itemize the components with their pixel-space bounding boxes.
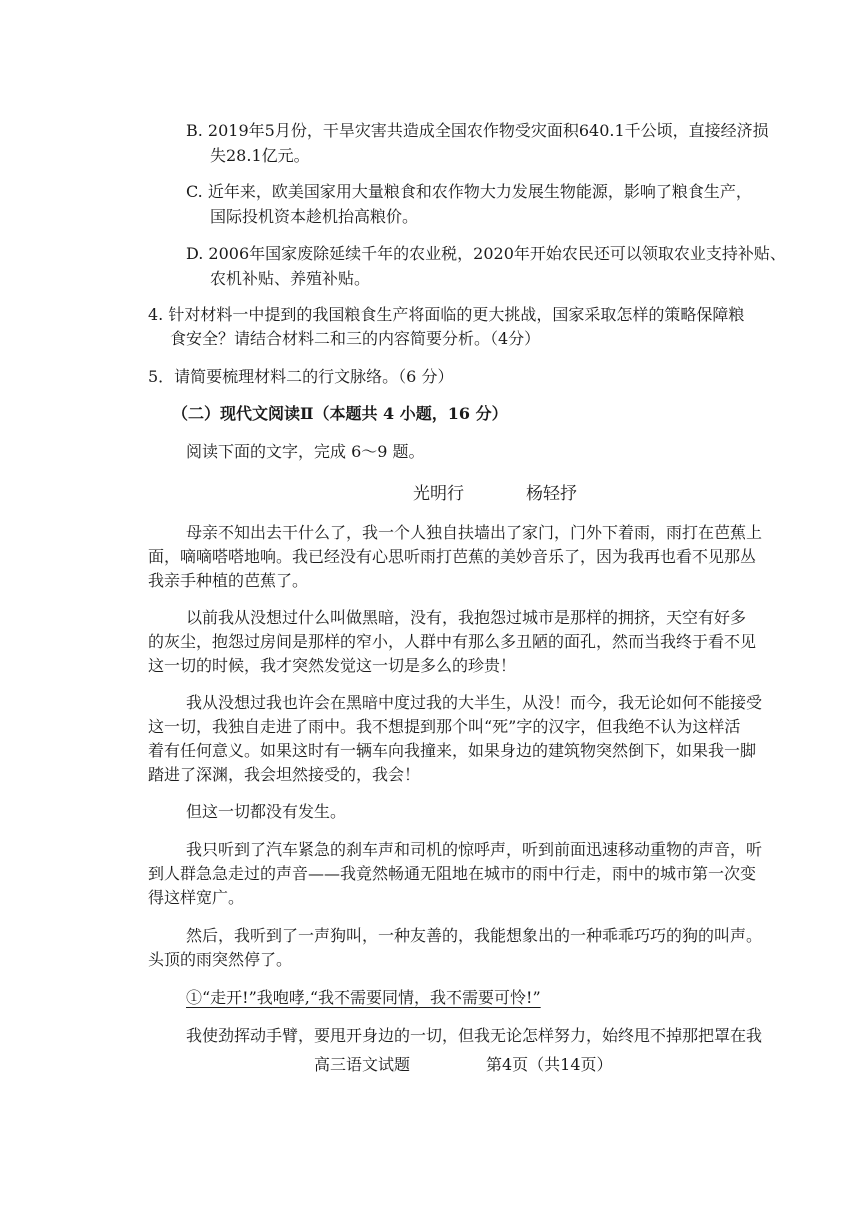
paragraph-1-line-1: 母亲不知出去干什么了，我一个人独自扶墙出了家门，门外下着雨，雨打在芭蕉上: [186, 523, 763, 542]
paragraph-5-line-1: 我只听到了汽车紧急的刹车声和司机的惊呼声，听到前面迅速移动重物的声音，听: [186, 840, 763, 859]
paragraph-2-line-1: 以前我从没想过什么叫做黑暗，没有，我抱怨过城市是那样的拥挤，天空有好多: [186, 608, 747, 627]
section-instruction: 阅读下面的文字，完成 6～9 题。: [186, 442, 425, 461]
option-b-line-2: 失28.1亿元。: [210, 146, 310, 165]
story-title: 光明行: [413, 484, 464, 504]
paragraph-3-line-2: 这一切，我独自走进了雨中。我不想提到那个叫“死”字的汉字，但我绝不认为这样活: [148, 717, 741, 736]
paragraph-5-line-2: 到人群急急走过的声音——我竟然畅通无阻地在城市的雨中行走，雨中的城市第一次变: [148, 864, 757, 883]
question-5: 5．请简要梳理材料二的行文脉络。（6 分）: [148, 367, 454, 386]
option-b-line-1: B. 2019年5月份，干旱灾害共造成全国农作物受灾面积640.1千公顷，直接经济损: [186, 121, 769, 140]
paragraph-7-underlined-sentence: ①“走开!”我咆哮,“我不需要同情，我不需要可怜!”: [186, 988, 541, 1007]
section-heading: （二）现代文阅读Ⅱ（本题共 4 小题，16 分）: [172, 404, 508, 423]
paragraph-5-line-3: 得这样宽广。: [148, 888, 245, 907]
paragraph-1-line-3: 我亲手种植的芭蕉了。: [148, 571, 309, 590]
option-c-line-1: C. 近年来，欧美国家用大量粮食和农作物大力发展生物能源，影响了粮食生产，: [186, 182, 752, 201]
option-c-line-2: 国际投机资本趁机抬高粮价。: [210, 207, 419, 226]
paragraph-2-line-2: 的灰尘，抱怨过房间是那样的窄小，人群中有那么多丑陋的面孔，然而当我终于看不见: [148, 632, 757, 651]
footer-subject: 高三语文试题: [314, 1055, 411, 1074]
footer-page-number: 第4页（共14页）: [486, 1055, 613, 1074]
option-d-line-1: D. 2006年国家废除延续千年的农业税，2020年开始农民还可以领取农业支持补贴、: [186, 244, 786, 263]
question-4-line-1: 4. 针对材料一中提到的我国粮食生产将面临的更大挑战，国家采取怎样的策略保障粮: [148, 305, 745, 324]
paragraph-6-line-2: 头顶的雨突然停了。: [148, 950, 293, 969]
paragraph-2-line-3: 这一切的时候，我才突然发觉这一切是多么的珍贵！: [148, 656, 517, 675]
option-d-line-2: 农机补贴、养殖补贴。: [210, 269, 371, 288]
paragraph-6-line-1: 然后，我听到了一声狗叫，一种友善的，我能想象出的一种乖乖巧巧的狗的叫声。: [186, 926, 763, 945]
paragraph-1-line-2: 面，嘀嘀嗒嗒地响。我已经没有心思听雨打芭蕉的美妙音乐了，因为我再也看不见那丛: [148, 547, 757, 566]
paragraph-3-line-4: 踏进了深渊，我会坦然接受的，我会！: [148, 765, 421, 784]
paragraph-4-line-1: 但这一切都没有发生。: [186, 802, 347, 821]
question-4-line-2: 食安全？请结合材料二和三的内容简要分析。（4分）: [170, 329, 541, 348]
paragraph-3-line-1: 我从没想过我也许会在黑暗中度过我的大半生，从没！而今，我无论如何不能接受: [186, 693, 763, 712]
paragraph-3-line-3: 着有任何意义。如果这时有一辆车向我撞来，如果身边的建筑物突然倒下，如果我一脚: [148, 741, 757, 760]
paragraph-8-line-1: 我使劲挥动手臂，要甩开身边的一切，但我无论怎样努力，始终甩不掉那把罩在我: [186, 1026, 763, 1045]
story-author: 杨轻抒: [526, 484, 577, 504]
